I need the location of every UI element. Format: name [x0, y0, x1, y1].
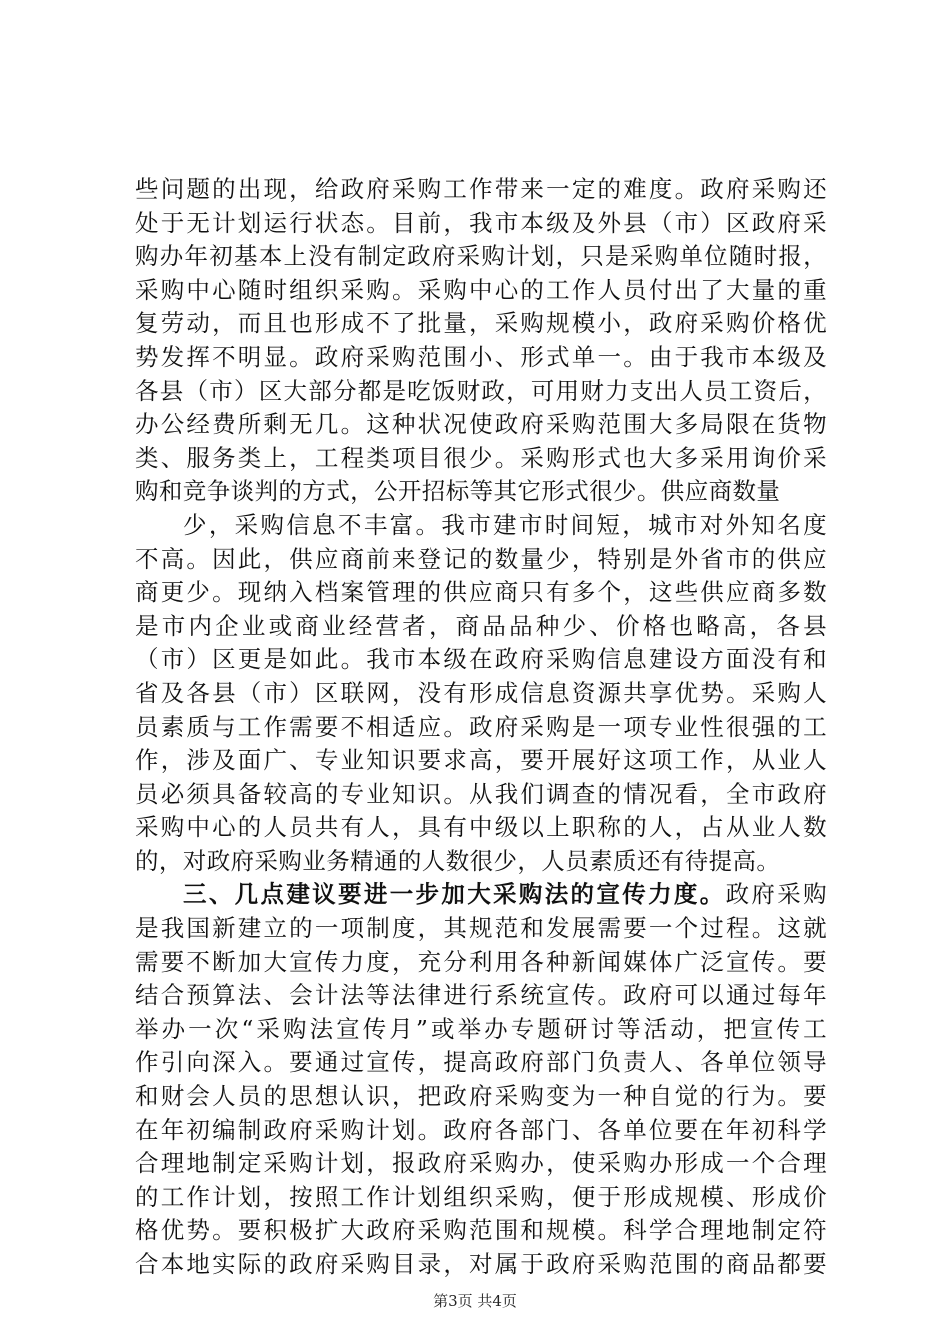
text-line: 些问题的出现，给政府采购工作带来一定的难度。政府采购还 — [135, 175, 827, 203]
text-line: 在年初编制政府采购计划。政府各部门、各单位要在年初科学 — [135, 1115, 827, 1144]
text-line: 采购中心随时组织采购。采购中心的工作人员付出了大量的重 — [135, 275, 827, 304]
body-text — [135, 173, 827, 1282]
text-line: 类、服务类上，工程类项目很少。采购形式也大多采用询价采 — [135, 443, 827, 472]
text-line: 的，对政府采购业务精通的人数很少，人员素质还有待提高。 — [135, 846, 781, 875]
text-line: 不高。因此，供应商前来登记的数量少，特别是外省市的供应 — [135, 544, 827, 573]
text-line: 势发挥不明显。政府采购范围小、形式单一。由于我市本级及 — [135, 342, 827, 371]
text-line: 商更少。现纳入档案管理的供应商只有多个，这些供应商多数 — [135, 578, 827, 607]
text-line: 办公经费所剩无几。这种状况使政府采购范围大多局限在货物 — [135, 410, 827, 439]
page-number-label: 第3页 共4页 — [433, 1292, 517, 1310]
text-line: 员必须具备较高的专业知识。从我们调查的情况看，全市政府 — [135, 779, 827, 808]
text-line: 作引向深入。要通过宣传，提高政府部门负责人、各单位领导 — [135, 1048, 827, 1077]
text-line: 结合预算法、会计法等法律进行系统宣传。政府可以通过每年 — [135, 981, 827, 1010]
text-line: 合本地实际的政府采购目录，对属于政府采购范围的商品都要 — [135, 1250, 827, 1278]
text-line: 是市内企业或商业经营者，商品品种少、价格也略高，各县 — [135, 611, 827, 640]
heading-line-rest: 政府采购 — [725, 880, 827, 909]
text-line: 购办年初基本上没有制定政府采购计划，只是采购单位随时报， — [135, 242, 827, 271]
text-line: 各县（市）区大部分都是吃饭财政，可用财力支出人员工资后， — [135, 376, 827, 405]
text-line: 购和竞争谈判的方式，公开招标等其它形式很少。供应商数量 — [135, 477, 781, 506]
text-line: 是我国新建立的一项制度，其规范和发展需要一个过程。这就 — [135, 914, 827, 943]
text-line: 举办一次“采购法宣传月”或举办专题研讨等活动，把宣传工 — [135, 1014, 827, 1043]
paragraph-first-line — [135, 878, 827, 912]
section-heading: 三、几点建议要进一步加大采购法的宣传力度。 — [183, 880, 726, 909]
text-line: 复劳动，而且也形成不了批量，采购规模小，政府采购价格优 — [135, 309, 827, 338]
page-footer — [0, 1291, 950, 1311]
text-line: （市）区更是如此。我市本级在政府采购信息建设方面没有和 — [135, 645, 827, 674]
text-line: 和财会人员的思想认识，把政府采购变为一种自觉的行为。要 — [135, 1082, 827, 1111]
text-line: 合理地制定采购计划，报政府采购办，使采购办形成一个合理 — [135, 1149, 827, 1178]
text-line: 的工作计划，按照工作计划组织采购，便于形成规模、形成价 — [135, 1182, 827, 1211]
text-line: 需要不断加大宣传力度，充分利用各种新闻媒体广泛宣传。要 — [135, 947, 827, 976]
text-line: 采购中心的人员共有人，具有中级以上职称的人，占从业人数 — [135, 813, 827, 842]
text-line: 省及各县（市）区联网，没有形成信息资源共享优势。采购人 — [135, 678, 827, 707]
text-line: 员素质与工作需要不相适应。政府采购是一项专业性很强的工 — [135, 712, 827, 741]
text-line: 作，涉及面广、专业知识要求高，要开展好这项工作，从业人 — [135, 746, 827, 775]
paragraph-first-line: 少，采购信息不丰富。我市建市时间短，城市对外知名度 — [183, 510, 827, 539]
text-line: 处于无计划运行状态。目前，我市本级及外县（市）区政府采 — [135, 208, 827, 237]
text-line: 格优势。要积极扩大政府采购范围和规模。科学合理地制定符 — [135, 1216, 827, 1245]
